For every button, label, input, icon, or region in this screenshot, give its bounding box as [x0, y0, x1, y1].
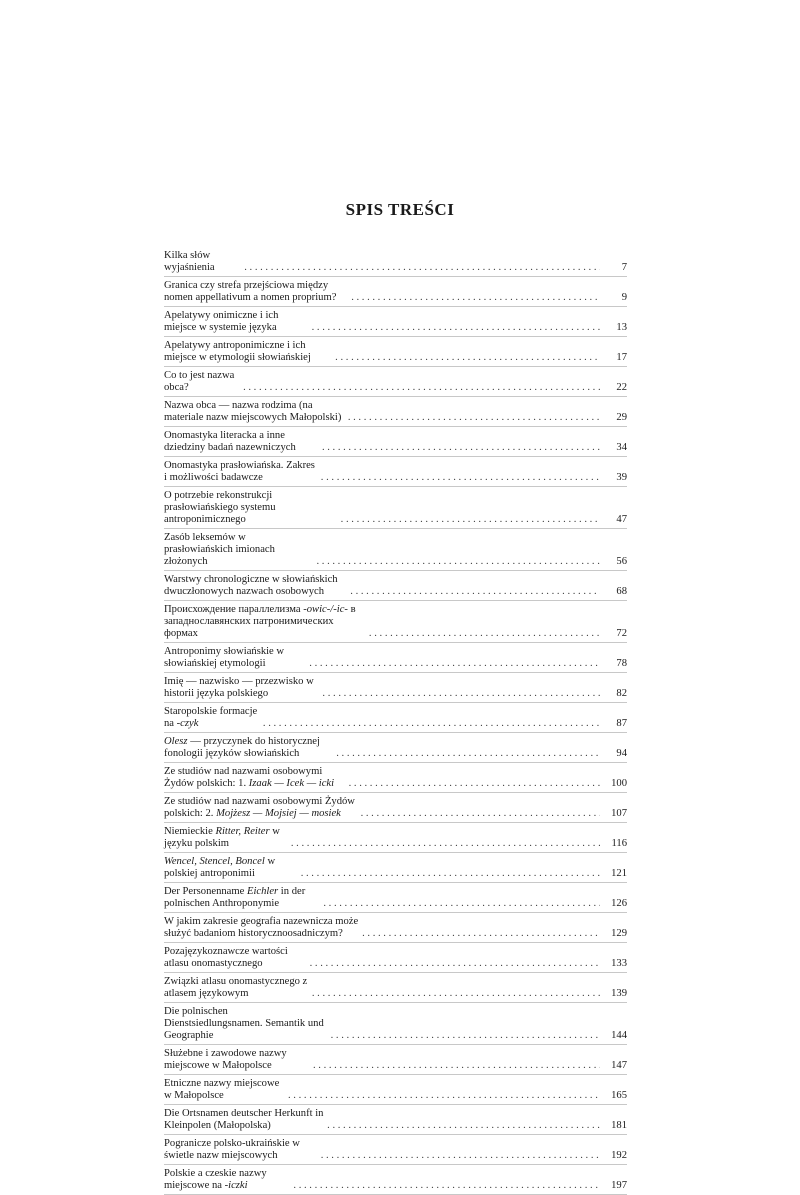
toc-entry	[164, 703, 627, 733]
dot-leader	[341, 514, 600, 526]
toc-entry	[164, 763, 627, 793]
toc-entry-title	[164, 976, 309, 1000]
toc-entry	[164, 571, 627, 601]
toc-entry-page: 47	[616, 514, 627, 525]
toc-entry-title	[164, 574, 347, 598]
toc-entry-page: 126	[611, 898, 627, 909]
toc-entry-title-text: Niemieckie	[164, 826, 216, 837]
dot-leader	[288, 1090, 600, 1102]
toc-entry-title-text: w języku polskim	[164, 826, 280, 849]
toc-entry-title	[164, 706, 260, 730]
toc-entry-page: 116	[611, 838, 627, 849]
toc-entry-page: 13	[616, 322, 627, 333]
dot-leader	[321, 472, 600, 484]
toc-entry-title	[164, 676, 319, 700]
toc-entry-title-text: Apelatywy antroponimiczne i ich miejsce w etymologii słowiańskiej	[164, 340, 311, 363]
dot-leader	[293, 1180, 600, 1192]
toc-entry-page: 17	[616, 352, 627, 363]
toc-entry-title	[164, 646, 306, 670]
toc-entry-page: 78	[616, 658, 627, 669]
toc-entry	[164, 277, 627, 307]
dot-leader	[350, 586, 600, 598]
toc-entry-title	[164, 1006, 328, 1042]
toc-entry	[164, 883, 627, 913]
dot-leader	[291, 838, 600, 850]
toc-entry-page: 9	[621, 292, 627, 303]
toc-entry-title-italic: Ritter, Reiter	[215, 826, 270, 837]
toc-entry-title-italic: Eichler	[246, 886, 279, 897]
dot-leader	[336, 748, 600, 760]
toc-entry-title-text: — przyczynek do historycznej fonologii języków słowiańskich	[164, 736, 320, 759]
toc-entry	[164, 673, 627, 703]
toc-entry-title-text: Co to jest nazwa obca?	[164, 370, 235, 393]
toc-entry-title-text: в западнославянских патронимических формах	[164, 604, 356, 639]
dot-leader	[331, 1030, 600, 1042]
toc-entry	[164, 487, 627, 529]
toc-entry-title	[164, 280, 348, 304]
toc-entry-title-italic: Mojżesz — Mojsiej — mosiek	[216, 808, 341, 819]
toc-entry-title-italic: -iczki	[224, 1180, 248, 1191]
dot-leader	[312, 988, 600, 1000]
dot-leader	[349, 778, 600, 790]
toc-entry-title	[164, 604, 366, 640]
toc-entry-title-text: Granica czy strefa przejściowa między nomen appellativum a nomen proprium?	[164, 280, 337, 303]
toc-entry-title	[164, 1168, 290, 1192]
toc-entry-title	[164, 736, 333, 760]
dot-leader	[322, 688, 600, 700]
dot-leader	[362, 928, 600, 940]
toc-entry-page: 22	[616, 382, 627, 393]
toc-entry-title-italic: Wencel, Stencel, Boncel	[164, 856, 265, 867]
toc-entry-title-text: Antroponimy słowiańskie w słowiańskiej etymologii	[164, 646, 285, 669]
toc-entry-title	[164, 400, 345, 424]
toc-entry-title	[164, 310, 309, 334]
toc-entry-page: 34	[616, 442, 627, 453]
toc-entry-title	[164, 370, 240, 394]
toc-entry	[164, 367, 627, 397]
toc-entry-title-text: Warstwy chronologiczne w słowiańskich dwuczłonowych nazwach osobowych	[164, 574, 338, 597]
toc-entry-title	[164, 1048, 310, 1072]
toc-entry	[164, 337, 627, 367]
toc-entry	[164, 1075, 627, 1105]
toc-entry-title-text: Ze studiów nad nazwami osobowymi Żydów polskich: 1.	[164, 766, 323, 789]
toc-entry-title-text: Ze studiów nad nazwami osobowymi Żydów polskich: 2.	[164, 796, 355, 819]
toc-entry-title	[164, 1078, 285, 1102]
toc-entry-title-text: w polskiej antroponimii	[164, 856, 276, 879]
dot-leader	[309, 658, 600, 670]
toc-entry-page: 144	[611, 1030, 627, 1041]
toc-entry-page: 147	[611, 1060, 627, 1071]
toc-entry	[164, 307, 627, 337]
toc-entry	[164, 853, 627, 883]
toc-entry-title	[164, 1138, 318, 1162]
toc-entry-title-text: in der polnischen Anthroponymie	[164, 886, 306, 909]
dot-leader	[244, 262, 600, 274]
toc-entry-page: 197	[611, 1180, 627, 1191]
dot-leader	[313, 1060, 600, 1072]
toc-entry	[164, 427, 627, 457]
toc-entry-page: 129	[611, 928, 627, 939]
dot-leader	[243, 382, 600, 394]
toc-entry	[164, 1105, 627, 1135]
toc-entry-page: 82	[616, 688, 627, 699]
toc-entry-title	[164, 532, 313, 568]
toc-entry	[164, 823, 627, 853]
dot-leader	[369, 628, 600, 640]
dot-leader	[310, 958, 600, 970]
toc-entry-title	[164, 856, 298, 880]
toc-entry-title	[164, 460, 318, 484]
toc-entry-title-italic: Olesz	[164, 736, 188, 747]
dot-leader	[335, 352, 600, 364]
toc-entry-title-text: W jakim zakresie geografia nazewnicza może służyć badaniom historycznoosadniczym?	[164, 916, 359, 939]
dot-leader	[312, 322, 600, 334]
toc-entry-title	[164, 1108, 324, 1132]
toc-entry	[164, 397, 627, 427]
toc-entry	[164, 457, 627, 487]
toc-entry-title-text: Etniczne nazwy miejscowe w Małopolsce	[164, 1078, 280, 1101]
dot-leader	[351, 292, 600, 304]
toc-entry-page: 72	[616, 628, 627, 639]
toc-entry-page: 107	[611, 808, 627, 819]
dot-leader	[361, 808, 600, 820]
toc-entry-page: 133	[611, 958, 627, 969]
toc-entry-page: 139	[611, 988, 627, 999]
dot-leader	[348, 412, 600, 424]
toc-entry-title-text: Imię — nazwisko — przezwisko w historii języka polskiego	[164, 676, 314, 699]
toc-entry-title	[164, 340, 332, 364]
toc-entry-title-italic: Izaak — Icek — icki	[248, 778, 335, 789]
toc-entry	[164, 601, 627, 643]
toc-entry-title-text: Onomastyka literacka a inne dziedziny badań nazewniczych	[164, 430, 296, 453]
toc-entry-title	[164, 826, 288, 850]
dot-leader	[327, 1120, 600, 1132]
toc-entry	[164, 973, 627, 1003]
toc-entry-page: 165	[611, 1090, 627, 1101]
toc-entry-title	[164, 430, 319, 454]
dot-leader	[323, 898, 600, 910]
toc-entry-title-text: Służebne i zawodowe nazwy miejscowe w Małopolsce	[164, 1048, 287, 1071]
toc-entry-title-text: Происхождение параллелизма	[164, 604, 304, 615]
toc-entry-page: 87	[616, 718, 627, 729]
toc-entry-title	[164, 916, 359, 940]
toc-entry-page: 181	[611, 1120, 627, 1131]
toc-entry-title-text: Der Personenname	[164, 886, 247, 897]
toc-entry	[164, 943, 627, 973]
toc-entry	[164, 913, 627, 943]
toc-entry-title-text: Zasób leksemów w prasłowiańskich imionach złożonych	[164, 532, 275, 567]
toc-entry-title-text: Staropolskie formacje na	[164, 706, 258, 729]
toc-entry	[164, 643, 627, 673]
toc-entry-title-text: Die polnischen Dienstsiedlungsnamen. Semantik und Geographie	[164, 1006, 324, 1041]
dot-leader	[263, 718, 600, 730]
toc-entry-page: 68	[616, 586, 627, 597]
toc-entry-title-text: Związki atlasu onomastycznego z atlasem językowym	[164, 976, 308, 999]
toc-entry	[164, 793, 627, 823]
toc-entry-page: 100	[611, 778, 627, 789]
toc-entry-title-text: O potrzebie rekonstrukcji prasłowiańskiego systemu antroponimicznego	[164, 490, 276, 525]
toc-entry-title-italic: -owic-/-ic-	[303, 604, 348, 615]
toc-entry	[164, 1045, 627, 1075]
toc-entry-title-text: Pogranicze polsko-ukraińskie w świetle nazw miejscowych	[164, 1138, 300, 1161]
toc-entry-page: 192	[611, 1150, 627, 1161]
toc-entry-title-text: Die Ortsnamen deutscher Herkunft in Kleinpolen (Małopolska)	[164, 1108, 324, 1131]
toc-entry-page: 7	[621, 262, 627, 273]
toc-entry-title-italic: -czyk	[176, 718, 199, 729]
toc-entry	[164, 529, 627, 571]
dot-leader	[322, 442, 600, 454]
toc-entry-page: 39	[616, 472, 627, 483]
toc-entry-title	[164, 490, 338, 526]
toc-entry-title-text: Apelatywy onimiczne i ich miejsce w systemie języka	[164, 310, 279, 333]
toc-entry-title-text: Nazwa obca — nazwa rodzima (na materiale nazw miejscowych Małopolski)	[164, 400, 342, 423]
toc-entry-page: 121	[611, 868, 627, 879]
toc-entry-title-text: Polskie a czeskie nazwy miejscowe na	[164, 1168, 267, 1191]
toc-entry-title	[164, 886, 320, 910]
toc-entry-title	[164, 946, 307, 970]
dot-leader	[301, 868, 600, 880]
dot-leader	[316, 556, 600, 568]
toc-entry	[164, 1165, 627, 1195]
toc-entry	[164, 1135, 627, 1165]
toc-entry-title	[164, 250, 241, 274]
toc-entry-page: 94	[616, 748, 627, 759]
toc-entry	[164, 1003, 627, 1045]
toc-entry	[164, 733, 627, 763]
dot-leader	[321, 1150, 600, 1162]
toc-entry-title-text: Onomastyka prasłowiańska. Zakres i możliwości badawcze	[164, 460, 315, 483]
toc-entry	[164, 247, 627, 277]
page-title: SPIS TREŚCI	[345, 200, 455, 219]
toc-entry-page: 29	[616, 412, 627, 423]
toc-entry-title-text: Kilka słów wyjaśnienia	[164, 250, 215, 273]
table-of-contents	[164, 247, 627, 1195]
toc-entry-title	[164, 766, 346, 790]
toc-entry-title-text: Pozajęzykoznawcze wartości atlasu onomastycznego	[164, 946, 288, 969]
toc-entry-page: 56	[616, 556, 627, 567]
